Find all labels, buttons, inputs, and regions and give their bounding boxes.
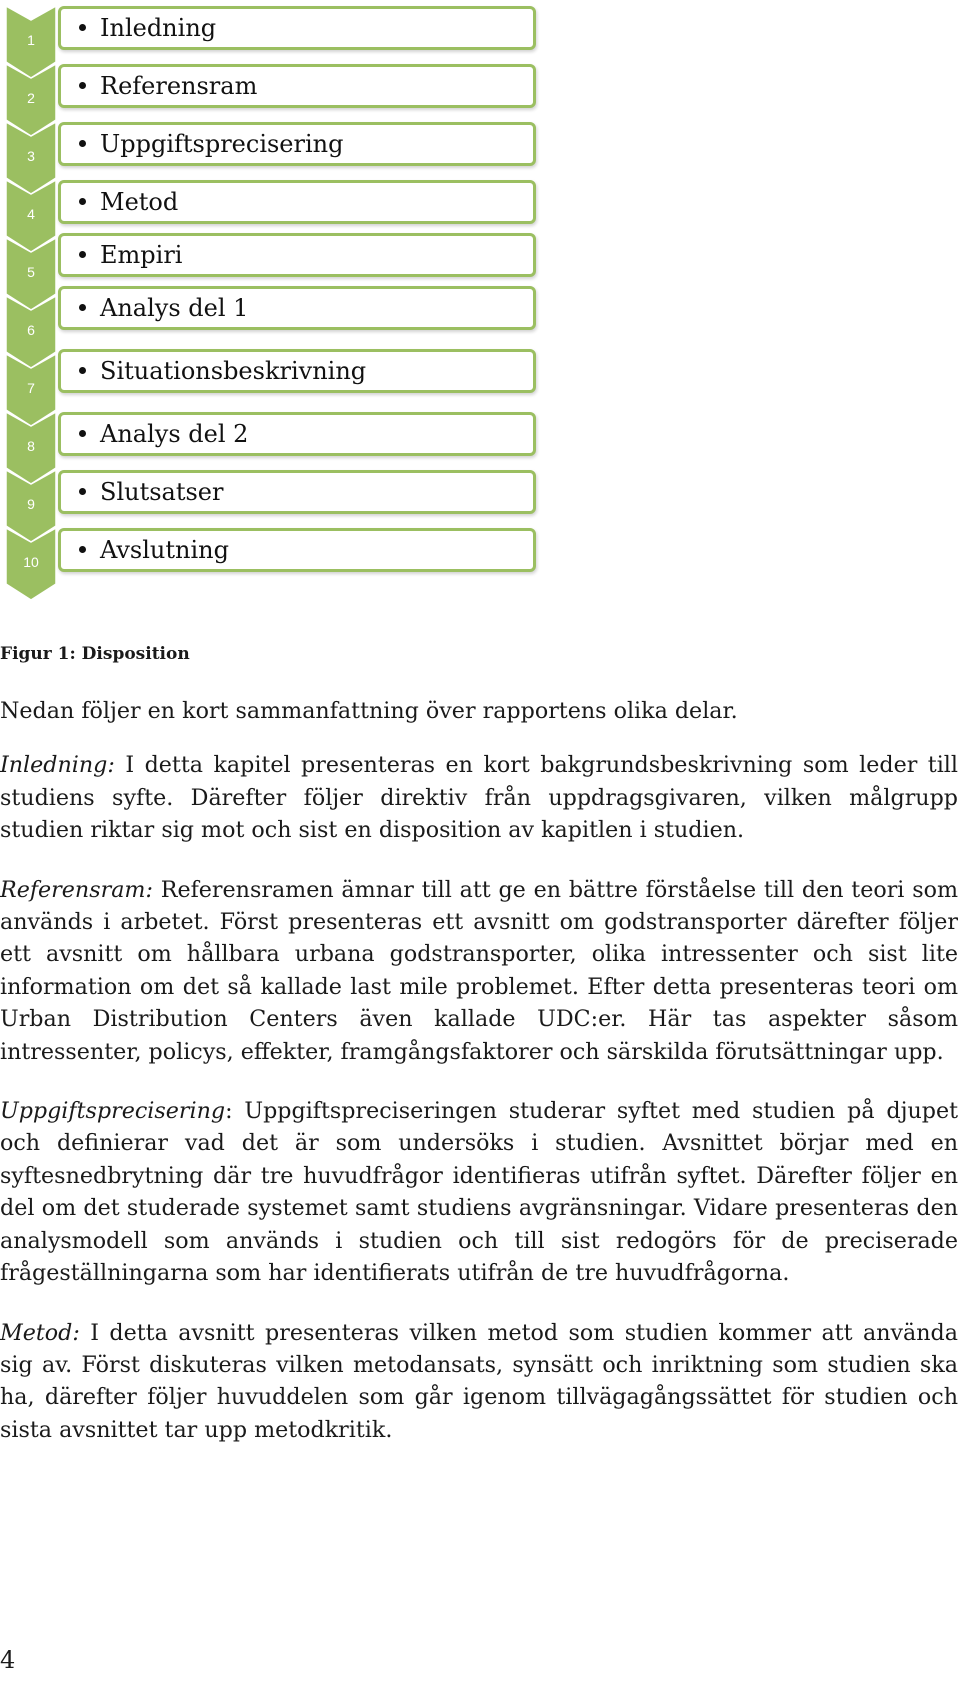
disposition-item	[58, 349, 536, 393]
chevron-step-10	[6, 528, 56, 602]
chevron-number: 6	[27, 322, 35, 338]
disposition-item	[58, 6, 536, 50]
disposition-item-label: Avslutning	[79, 531, 229, 569]
section-uppgiftsprecisering	[0, 1095, 958, 1289]
chevron-number: 4	[27, 206, 35, 222]
disposition-item-label: Inledning	[79, 9, 216, 47]
disposition-item	[58, 122, 536, 166]
section-lead: Referensram:	[0, 876, 153, 903]
section-metod	[0, 1317, 958, 1447]
section-text: : Uppgiftspreciseringen studerar syftet med studien på djupet och definierar vad det är som undersöks i studien. Avsnittet börjar med en syftesnedbrytning där tre huvudfrågor identifieras utifrån syftet. Därefter följer en del om det studerade systemet samt studiens avgränsningar. Vidare presenteras den analysmodell som används i studien och till sist redogörs för de preciserade frågeställningarna som har identifierats utifrån de tre huvudfrågorna.	[0, 1098, 958, 1287]
section-text: I detta avsnitt presenteras vilken metod som studien kommer att använda sig av. Först diskuteras vilken metodansats, synsätt och inriktning som studien ska ha, därefter följer huvuddelen som går igenom tillvägagångssättet för studien och sista avsnittet tar upp metodkritik.	[0, 1319, 958, 1443]
section-text: I detta kapitel presenteras en kort bakgrundsbeskrivning som leder till studiens syfte. Därefter följer direktiv från uppdragsgivaren, vilken målgrupp studien riktar sig mot och sist en disposition av kapitlen i studien.	[0, 752, 958, 844]
chevron-number: 2	[27, 90, 35, 106]
disposition-item-label: Uppgiftsprecisering	[79, 125, 343, 163]
chevron-number: 1	[27, 32, 35, 48]
chevron-number: 10	[23, 554, 39, 570]
section-inledning	[0, 749, 958, 846]
section-referensram	[0, 874, 958, 1068]
disposition-item-label: Empiri	[79, 236, 182, 274]
chevron-number: 3	[27, 148, 35, 164]
disposition-item-label: Referensram	[79, 67, 257, 105]
disposition-item	[58, 412, 536, 456]
chevron-number: 8	[27, 438, 35, 454]
intro-paragraph: Nedan följer en kort sammanfattning över rapportens olika delar.	[0, 698, 738, 724]
disposition-item-label: Slutsatser	[79, 473, 223, 511]
section-lead: Metod:	[0, 1319, 80, 1346]
disposition-item-label: Analys del 1	[79, 289, 248, 327]
body-text	[0, 695, 958, 1473]
chevron-number: 5	[27, 264, 35, 280]
disposition-item	[58, 528, 536, 572]
disposition-item-label: Metod	[79, 183, 178, 221]
figure-caption: Figur 1: Disposition	[0, 644, 190, 664]
chevron-number: 7	[27, 380, 35, 396]
disposition-figure	[0, 0, 560, 610]
disposition-item	[58, 180, 536, 224]
section-lead: Uppgiftsprecisering	[0, 1098, 226, 1125]
chevron-number: 9	[27, 496, 35, 512]
page-number: 4	[0, 1646, 16, 1674]
disposition-item-label: Situationsbeskrivning	[79, 352, 366, 390]
disposition-item	[58, 64, 536, 108]
disposition-item-label: Analys del 2	[79, 415, 248, 453]
section-text: Referensramen ämnar till att ge en bättre förståelse till den teori som används i arbetet. Först presenteras ett avsnitt om godstransporter därefter följer ett avsnitt om hållbara urbana godstransporter, olika intressenter och sist lite information om det så kallade last mile problemet. Efter detta presenteras teori om Urban Distribution Centers även kallade UDC:er. Här tas aspekter såsom intressenter, policys, effekter, framgångsfaktorer och särskilda förutsättningar upp.	[0, 876, 958, 1065]
disposition-item	[58, 286, 536, 330]
disposition-item	[58, 233, 536, 277]
disposition-item	[58, 470, 536, 514]
section-lead: Inledning:	[0, 752, 115, 779]
